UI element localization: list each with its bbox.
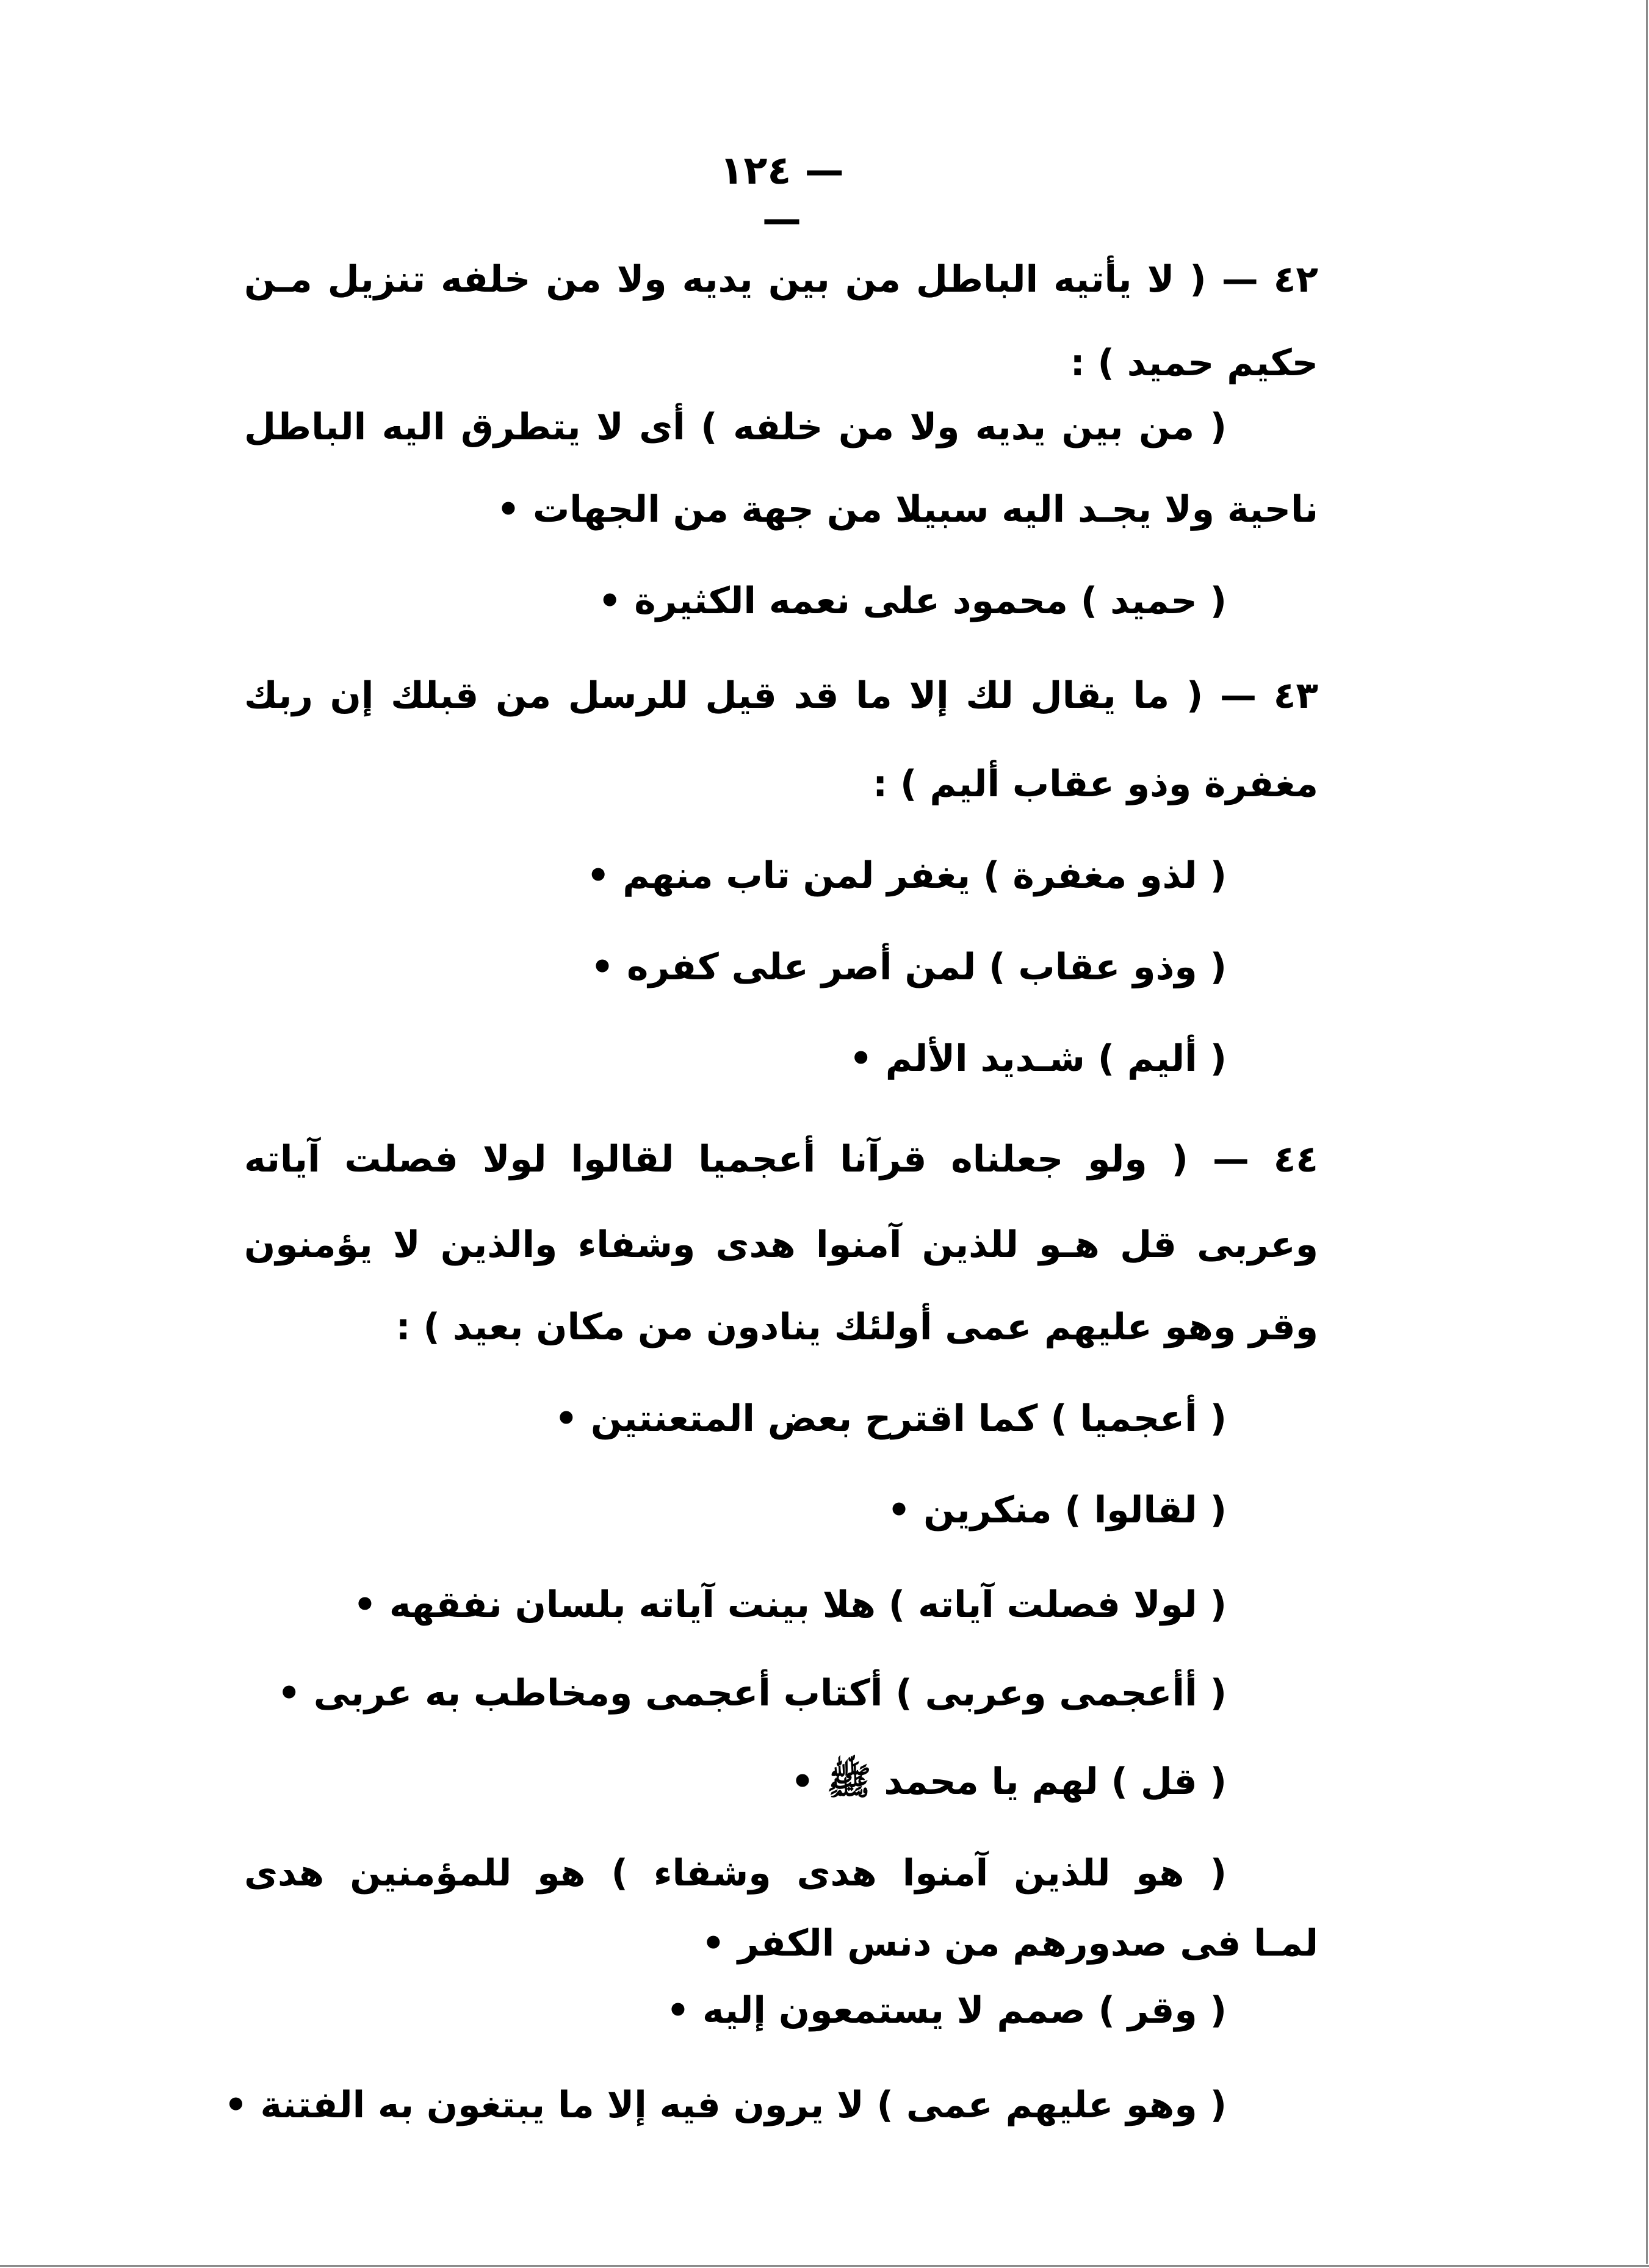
text-line: ( وقر ) صمم لا يستمعون إليه • (666, 1989, 1227, 2032)
text-line: ( قل ) لهم يا محمد ﷺ • (790, 1760, 1227, 1803)
text-line: ( حميد ) محمود على نعمه الكثيرة • (598, 580, 1227, 622)
text-line: ٤٢ — ( لا يأتيه الباطل من بين يديه ولا من خلفه تنزيل مـن (244, 258, 1318, 301)
text-line: ( لقالوا ) منكرين • (887, 1489, 1227, 1532)
text-line: ٤٣ — ( ما يقال لك إلا ما قد قيل للرسل من قبلك إن ربك (244, 674, 1318, 717)
text-line: وقر وهو عليهم عمى أولئك ينادون من مكان بعيد ) : (395, 1306, 1318, 1348)
page-number: — ١٢٤ — (720, 148, 844, 242)
text-line: ( لذو مغفرة ) يغفر لمن تاب منهم • (586, 854, 1227, 897)
text-line: ( وهو عليهم عمى ) لا يرون فيه إلا ما يبتغون به الفتنة • (224, 2084, 1227, 2126)
text-line: ( لولا فصلت آياته ) هلا بينت آياته بلسان نفقهه • (353, 1583, 1227, 1626)
text-line: ( هو للذين آمنوا هدى وشفاء ) هو للمؤمنين هدى (244, 1852, 1227, 1895)
text-line: وعربى قل هـو للذين آمنوا هدى وشفاء والذين لا يؤمنون (244, 1223, 1318, 1266)
text-line: ( وذو عقاب ) لمن أصر على كفره • (590, 946, 1227, 988)
text-line: مغفرة وذو عقاب أليم ) : (873, 763, 1318, 805)
text-line: ( من بين يديه ولا من خلفه ) أى لا يتطرق اليه الباطل (244, 406, 1227, 448)
text-line: ( أأعجمى وعربى ) أكتاب أعجمى ومخاطب به عربى • (277, 1672, 1227, 1715)
page-border-right (1646, 0, 1648, 2264)
text-line: ٤٤ — ( ولو جعلناه قرآنا أعجميا لقالوا لولا فصلت آياته (244, 1138, 1318, 1181)
text-line: ناحية ولا يجـد اليه سبيلا من جهة من الجهات • (496, 488, 1318, 531)
text-line: ( أعجميا ) كما اقترح بعض المتعنتين • (554, 1397, 1227, 1440)
text-line: ( أليم ) شـديد الألم • (849, 1037, 1227, 1080)
text-line: حكيم حميد ) : (1070, 342, 1318, 384)
page-border-bottom (0, 2265, 1649, 2267)
text-line: لمـا فى صدورهم من دنس الكفر • (701, 1922, 1318, 1965)
